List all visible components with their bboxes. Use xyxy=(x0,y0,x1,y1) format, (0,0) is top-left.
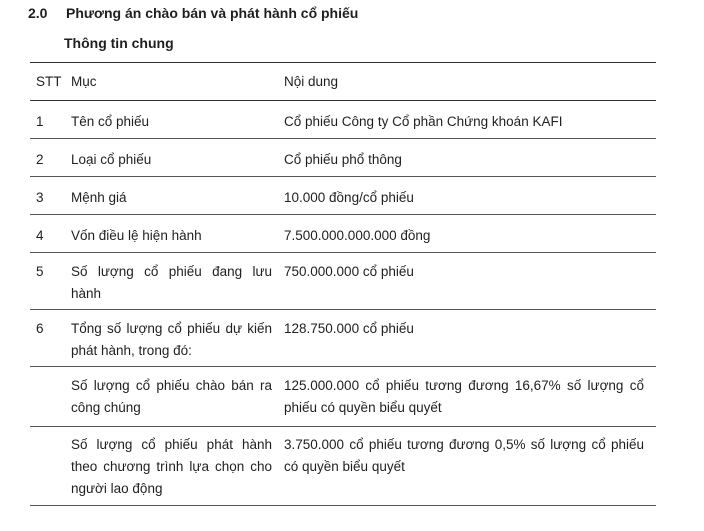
table-row xyxy=(30,310,656,367)
row-stt: 6 xyxy=(36,321,44,336)
section-heading xyxy=(28,5,358,21)
row-stt xyxy=(30,427,71,506)
header-item: Mục xyxy=(71,73,97,89)
row-item: Số lượng cổ phiếu chào bán ra công chúng xyxy=(71,378,272,415)
row-content: Cổ phiếu phổ thông xyxy=(284,152,402,167)
row-content: 128.750.000 cổ phiếu xyxy=(284,321,414,336)
section-title: Phương án chào bán và phát hành cổ phiếu xyxy=(66,5,359,21)
table-header-row xyxy=(30,63,656,101)
table-row xyxy=(30,253,656,310)
row-item: Loại cổ phiếu xyxy=(71,152,152,167)
row-stt: 3 xyxy=(36,190,44,205)
row-stt: 5 xyxy=(36,264,44,279)
table-row xyxy=(30,177,656,215)
row-stt xyxy=(30,367,71,427)
row-item: Vốn điều lệ hiện hành xyxy=(71,228,202,243)
header-content: Nội dung xyxy=(284,73,339,89)
row-item: Số lượng cổ phiếu phát hành theo chương trình lựa chọn cho người lao động xyxy=(71,437,272,496)
row-item: Tổng số lượng cổ phiếu dự kiến phát hành, trong đó: xyxy=(71,321,272,358)
row-item: Tên cổ phiếu xyxy=(71,114,150,129)
row-content: 10.000 đồng/cổ phiếu xyxy=(284,190,414,205)
table-row xyxy=(30,215,656,253)
section-number: 2.0 xyxy=(28,5,48,21)
row-content: 125.000.000 cổ phiếu tương đương 16,67% số lượng cổ phiếu có quyền biểu quyết xyxy=(284,378,644,415)
row-content: Cổ phiếu Công ty Cổ phần Chứng khoán KAFI xyxy=(284,114,563,129)
row-content: 3.750.000 cổ phiếu tương đương 0,5% số lượng cổ phiếu có quyền biểu quyết xyxy=(284,437,644,474)
header-stt: STT xyxy=(36,73,62,89)
table-row xyxy=(30,367,656,427)
row-item: Mệnh giá xyxy=(71,190,127,205)
subsection-title: Thông tin chung xyxy=(64,35,174,51)
row-stt: 4 xyxy=(36,228,44,243)
row-content: 7.500.000.000.000 đồng xyxy=(284,228,431,243)
table-row xyxy=(30,427,656,506)
row-stt: 1 xyxy=(36,114,44,129)
general-info-table xyxy=(30,62,656,506)
row-content: 750.000.000 cổ phiếu xyxy=(284,264,414,279)
row-stt: 2 xyxy=(36,152,44,167)
row-item: Số lượng cổ phiếu đang lưu hành xyxy=(71,264,272,301)
table-row xyxy=(30,139,656,177)
table-row xyxy=(30,101,656,139)
